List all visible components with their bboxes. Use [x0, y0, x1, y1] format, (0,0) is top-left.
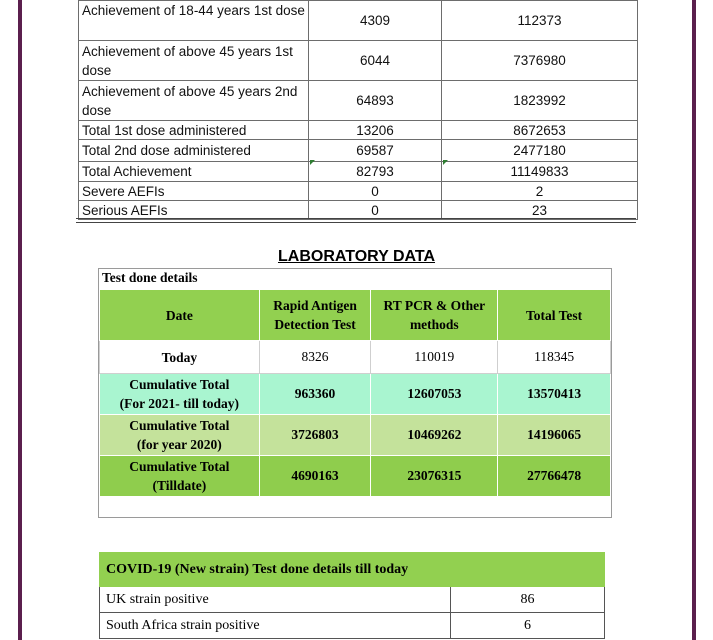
- cell-value: 6044: [309, 41, 442, 81]
- cell-value: 23076315: [371, 456, 498, 497]
- column-header: Total Test: [498, 290, 611, 341]
- table-row: [100, 415, 611, 456]
- lab-section-title: [0, 248, 713, 266]
- cell-value: 112373: [442, 1, 638, 41]
- table-row: [79, 201, 638, 220]
- column-header: RT PCR & Other methods: [371, 290, 498, 341]
- row-label: [100, 374, 260, 415]
- cell-marker-icon: [443, 160, 448, 165]
- table-row: [100, 456, 611, 497]
- row-label: UK strain positive: [100, 587, 451, 613]
- row-label: Total 2nd dose administered: [79, 140, 309, 162]
- lab-title-text: LABORATORY DATA: [277, 248, 436, 265]
- table-row: [79, 41, 638, 81]
- cell-value: 10469262: [371, 415, 498, 456]
- cell-value: 2477180: [442, 140, 638, 162]
- vaccination-table: [78, 0, 638, 220]
- cell-value: 82793: [309, 162, 442, 182]
- page-border-left: [18, 0, 22, 640]
- cell-value: 2: [442, 182, 638, 201]
- cell-value: 7376980: [442, 41, 638, 81]
- strain-table: [99, 552, 605, 639]
- lab-table-caption: Test done details: [102, 270, 198, 285]
- table-row: [100, 587, 605, 613]
- lab-table: [99, 289, 611, 497]
- row-label: Total 1st dose administered: [79, 121, 309, 140]
- page-border-right: [692, 0, 696, 640]
- cell-value: 4690163: [259, 456, 371, 497]
- row-label: [100, 456, 260, 497]
- table-bottom-rule: [76, 218, 636, 223]
- cell-value: 12607053: [371, 374, 498, 415]
- cell-value: 27766478: [498, 456, 611, 497]
- cell-value: 0: [309, 182, 442, 201]
- table-row: [79, 162, 638, 182]
- cell-value: 8672653: [442, 121, 638, 140]
- cell-value: 0: [309, 201, 442, 220]
- table-header-row: [100, 290, 611, 341]
- cell-value: 3726803: [259, 415, 371, 456]
- table-row: [79, 81, 638, 121]
- row-label-line2: (For 2021- till today): [119, 396, 239, 411]
- table-row: [100, 613, 605, 639]
- table-row: [79, 121, 638, 140]
- table-row: [79, 1, 638, 41]
- cell-value: 23: [442, 201, 638, 220]
- cell-value: 110019: [371, 341, 498, 374]
- row-label: Total Achievement: [79, 162, 309, 182]
- cell-value: 963360: [259, 374, 371, 415]
- row-label-line2: (Tilldate): [152, 478, 207, 493]
- cell-value: 69587: [309, 140, 442, 162]
- row-label-line1: Cumulative Total: [129, 377, 230, 392]
- cell-value: 64893: [309, 81, 442, 121]
- strain-table-title: COVID-19 (New strain) Test done details till today: [100, 553, 605, 587]
- cell-value: 4309: [309, 1, 442, 41]
- row-label: Today: [100, 341, 260, 374]
- row-label-line2: (for year 2020): [136, 437, 222, 452]
- table-row: [79, 182, 638, 201]
- cell-value: 1823992: [442, 81, 638, 121]
- cell-value: 13570413: [498, 374, 611, 415]
- cell-value: 11149833: [442, 162, 638, 182]
- row-label: Achievement of above 45 years 2nd dose: [79, 81, 309, 121]
- row-label: Achievement of above 45 years 1st dose: [79, 41, 309, 81]
- row-label: Serious AEFIs: [79, 201, 309, 220]
- cell-value: 13206: [309, 121, 442, 140]
- table-row: [100, 374, 611, 415]
- lab-table-container: [98, 268, 612, 518]
- row-label: [100, 415, 260, 456]
- cell-marker-icon: [310, 160, 315, 165]
- cell-value: 6: [451, 613, 605, 639]
- table-row: [100, 341, 611, 374]
- cell-value: 14196065: [498, 415, 611, 456]
- table-row: [79, 140, 638, 162]
- row-label: Achievement of 18-44 years 1st dose: [79, 1, 309, 41]
- cell-value: 118345: [498, 341, 611, 374]
- column-header: Rapid Antigen Detection Test: [259, 290, 371, 341]
- row-label: Severe AEFIs: [79, 182, 309, 201]
- row-label-line1: Cumulative Total: [129, 418, 230, 433]
- row-label-line1: Cumulative Total: [129, 459, 230, 474]
- table-header-row: [100, 553, 605, 587]
- column-header: Date: [100, 290, 260, 341]
- cell-value: 8326: [259, 341, 371, 374]
- cell-value: 86: [451, 587, 605, 613]
- row-label: South Africa strain positive: [100, 613, 451, 639]
